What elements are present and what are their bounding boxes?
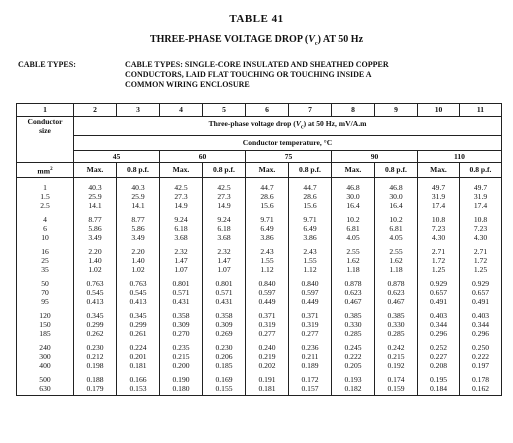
voltage-drop-cell: 0.235 <box>160 338 203 352</box>
table-row <box>17 288 502 297</box>
table-row <box>17 242 502 256</box>
units-label: $mm^2$ <box>17 162 74 178</box>
voltage-drop-cell: 27.3 <box>203 192 246 201</box>
conductor-size-cell: 2.5 <box>17 201 74 210</box>
conductor-size-cell: 35 <box>17 265 74 274</box>
voltage-drop-cell: 0.180 <box>160 384 203 396</box>
voltage-drop-cell: 0.190 <box>160 370 203 384</box>
voltage-drop-cell: 0.431 <box>203 297 246 306</box>
voltage-drop-cell: 25.9 <box>74 192 117 201</box>
conductor-size-cell: 630 <box>17 384 74 396</box>
voltage-drop-cell: 0.545 <box>117 288 160 297</box>
voltage-drop-cell: 2.43 <box>246 242 289 256</box>
table-row <box>17 370 502 384</box>
voltage-drop-cell: 2.32 <box>203 242 246 256</box>
table-row <box>17 306 502 320</box>
voltage-drop-table <box>16 103 502 396</box>
voltage-drop-cell: 0.269 <box>203 329 246 338</box>
voltage-drop-cell: 1.47 <box>160 256 203 265</box>
voltage-drop-cell: 0.403 <box>418 306 460 320</box>
subheader-cell: 0.8 p.f. <box>375 162 418 178</box>
column-number-row <box>17 104 502 117</box>
voltage-drop-cell: 0.159 <box>375 384 418 396</box>
voltage-drop-cell: 0.208 <box>418 361 460 370</box>
voltage-drop-cell: 1.62 <box>375 256 418 265</box>
voltage-drop-cell: 42.5 <box>160 178 203 193</box>
voltage-drop-cell: 0.215 <box>375 352 418 361</box>
voltage-drop-cell: 0.189 <box>289 361 332 370</box>
voltage-drop-cell: 0.179 <box>74 384 117 396</box>
voltage-drop-cell: 0.840 <box>246 274 289 288</box>
voltage-drop-cell: 46.8 <box>332 178 375 193</box>
voltage-drop-cell: 0.878 <box>332 274 375 288</box>
voltage-drop-cell: 0.153 <box>117 384 160 396</box>
voltage-drop-cell: 1.72 <box>460 256 502 265</box>
voltage-drop-cell: 10.8 <box>418 210 460 224</box>
voltage-drop-cell: 15.6 <box>289 201 332 210</box>
voltage-drop-cell: 0.230 <box>203 338 246 352</box>
voltage-drop-cell: 0.929 <box>460 274 502 288</box>
voltage-drop-cell: 7.23 <box>460 224 502 233</box>
voltage-drop-cell: 1.12 <box>246 265 289 274</box>
table-row <box>17 361 502 370</box>
voltage-drop-cell: 14.9 <box>160 201 203 210</box>
voltage-drop-cell: 1.18 <box>332 265 375 274</box>
conductor-size-cell: 50 <box>17 274 74 288</box>
voltage-drop-cell: 0.202 <box>246 361 289 370</box>
voltage-drop-cell: 0.162 <box>460 384 502 396</box>
voltage-drop-cell: 0.413 <box>74 297 117 306</box>
voltage-drop-cell: 0.413 <box>117 297 160 306</box>
subheader-cell: 0.8 p.f. <box>203 162 246 178</box>
voltage-drop-cell: 0.319 <box>246 320 289 329</box>
voltage-drop-cell: 0.285 <box>332 329 375 338</box>
table-row <box>17 384 502 396</box>
voltage-drop-cell: 8.77 <box>117 210 160 224</box>
temperature-value: 110 <box>418 150 502 162</box>
voltage-drop-cell: 0.344 <box>418 320 460 329</box>
subheader-cell: Max. <box>246 162 289 178</box>
conductor-size-cell: 500 <box>17 370 74 384</box>
voltage-drop-cell: 2.55 <box>332 242 375 256</box>
subheader-cell: Max. <box>74 162 117 178</box>
table-row <box>17 329 502 338</box>
table-subtitle: THREE-PHASE VOLTAGE DROP $(V_c)$ AT 50 Hz <box>149 34 364 47</box>
conductor-size-cell: 95 <box>17 297 74 306</box>
table-row <box>17 274 502 288</box>
voltage-drop-cell: 0.309 <box>203 320 246 329</box>
temperature-value: 75 <box>246 150 332 162</box>
voltage-drop-cell: 5.86 <box>74 224 117 233</box>
voltage-drop-cell: 0.296 <box>460 329 502 338</box>
voltage-drop-cell: 27.3 <box>160 192 203 201</box>
table-row <box>17 352 502 361</box>
voltage-drop-cell: 0.181 <box>246 384 289 396</box>
voltage-drop-cell: 25.9 <box>117 192 160 201</box>
cable-types-description <box>125 60 465 90</box>
conductor-size-header <box>17 117 74 163</box>
voltage-drop-cell: 3.68 <box>203 233 246 242</box>
voltage-drop-cell: 0.205 <box>332 361 375 370</box>
voltage-drop-cell: 0.222 <box>332 352 375 361</box>
voltage-drop-cell: 0.277 <box>289 329 332 338</box>
table-row <box>17 297 502 306</box>
subheader-cell: Max. <box>418 162 460 178</box>
voltage-drop-cell: 0.344 <box>460 320 502 329</box>
table-row <box>17 265 502 274</box>
header-title-row <box>17 117 502 136</box>
subheader-cell: Max. <box>332 162 375 178</box>
voltage-drop-cell: 44.7 <box>289 178 332 193</box>
voltage-drop-cell: 0.227 <box>418 352 460 361</box>
voltage-drop-cell: 6.49 <box>289 224 332 233</box>
voltage-drop-cell: 0.206 <box>203 352 246 361</box>
voltage-drop-cell: 0.211 <box>289 352 332 361</box>
voltage-drop-span-header: Three-phase voltage drop $(V_c)$ at 50 Hz, mV/A.m <box>74 117 502 136</box>
voltage-drop-cell: 0.358 <box>160 306 203 320</box>
voltage-drop-cell: 0.155 <box>203 384 246 396</box>
subheader-cell: Max. <box>160 162 203 178</box>
voltage-drop-cell: 17.4 <box>418 201 460 210</box>
voltage-drop-cell: 0.245 <box>332 338 375 352</box>
voltage-drop-cell: 30.0 <box>332 192 375 201</box>
voltage-drop-cell: 0.878 <box>375 274 418 288</box>
table-row <box>17 178 502 193</box>
voltage-drop-cell: 0.299 <box>117 320 160 329</box>
voltage-drop-cell: 1.47 <box>203 256 246 265</box>
voltage-drop-cell: 0.597 <box>289 288 332 297</box>
voltage-drop-cell: 0.262 <box>74 329 117 338</box>
voltage-drop-cell: 16.4 <box>332 201 375 210</box>
cable-types-line: CABLE TYPES: SINGLE-CORE INSULATED AND SHEATHED COPPER <box>125 60 389 69</box>
voltage-drop-cell: 3.49 <box>117 233 160 242</box>
voltage-drop-cell: 14.1 <box>117 201 160 210</box>
voltage-drop-cell: 0.330 <box>332 320 375 329</box>
voltage-drop-cell: 1.55 <box>246 256 289 265</box>
voltage-drop-cell: 0.623 <box>332 288 375 297</box>
voltage-drop-cell: 0.801 <box>160 274 203 288</box>
conductor-size-cell: 240 <box>17 338 74 352</box>
temperature-value: 90 <box>332 150 418 162</box>
voltage-drop-cell: 6.81 <box>375 224 418 233</box>
table-row <box>17 320 502 329</box>
voltage-drop-cell: 2.20 <box>74 242 117 256</box>
column-number-cell: 5 <box>203 104 246 117</box>
column-number-cell: 3 <box>117 104 160 117</box>
voltage-drop-cell: 15.6 <box>246 201 289 210</box>
conductor-size-cell: 150 <box>17 320 74 329</box>
voltage-drop-cell: 0.371 <box>246 306 289 320</box>
voltage-drop-cell: 0.219 <box>246 352 289 361</box>
voltage-drop-cell: 30.0 <box>375 192 418 201</box>
conductor-size-cell: 120 <box>17 306 74 320</box>
voltage-drop-cell: 2.55 <box>375 242 418 256</box>
column-number-cell: 7 <box>289 104 332 117</box>
voltage-drop-cell: 1.18 <box>375 265 418 274</box>
table-row <box>17 201 502 210</box>
cable-types-line: CONDUCTORS, LAID FLAT TOUCHING OR TOUCHING INSIDE A <box>125 70 372 79</box>
conductor-size-label: size <box>39 126 51 135</box>
conductor-size-cell: 70 <box>17 288 74 297</box>
voltage-drop-cell: 0.309 <box>160 320 203 329</box>
voltage-drop-cell: 4.05 <box>375 233 418 242</box>
voltage-drop-cell: 0.174 <box>375 370 418 384</box>
voltage-drop-cell: 5.86 <box>117 224 160 233</box>
voltage-drop-cell: 0.345 <box>117 306 160 320</box>
voltage-drop-cell: 0.195 <box>418 370 460 384</box>
voltage-drop-cell: 1.25 <box>460 265 502 274</box>
conductor-size-cell: 4 <box>17 210 74 224</box>
voltage-drop-cell: 0.191 <box>246 370 289 384</box>
cable-types-label: CABLE TYPES: <box>18 60 76 69</box>
voltage-drop-cell: 8.77 <box>74 210 117 224</box>
column-number-cell: 1 <box>17 104 74 117</box>
table-row <box>17 192 502 201</box>
voltage-drop-cell: 0.545 <box>74 288 117 297</box>
voltage-drop-cell: 1.02 <box>117 265 160 274</box>
voltage-drop-cell: 7.23 <box>418 224 460 233</box>
voltage-drop-cell: 0.319 <box>289 320 332 329</box>
voltage-drop-cell: 4.30 <box>418 233 460 242</box>
voltage-drop-cell: 2.32 <box>160 242 203 256</box>
voltage-drop-cell: 0.449 <box>246 297 289 306</box>
voltage-drop-cell: 3.68 <box>160 233 203 242</box>
voltage-drop-cell: 0.215 <box>160 352 203 361</box>
column-number-cell: 11 <box>460 104 502 117</box>
voltage-drop-cell: 0.222 <box>460 352 502 361</box>
conductor-size-cell: 185 <box>17 329 74 338</box>
voltage-drop-cell: 0.200 <box>160 361 203 370</box>
voltage-drop-cell: 42.5 <box>203 178 246 193</box>
voltage-drop-cell: 0.169 <box>203 370 246 384</box>
voltage-drop-cell: 14.1 <box>74 201 117 210</box>
voltage-drop-cell: 0.230 <box>74 338 117 352</box>
voltage-drop-cell: 1.07 <box>160 265 203 274</box>
voltage-drop-cell: 4.05 <box>332 233 375 242</box>
voltage-drop-cell: 0.242 <box>375 338 418 352</box>
voltage-drop-cell: 3.86 <box>246 233 289 242</box>
voltage-drop-cell: 0.449 <box>289 297 332 306</box>
voltage-drop-cell: 0.801 <box>203 274 246 288</box>
temperature-value: 60 <box>160 150 246 162</box>
voltage-drop-cell: 10.2 <box>375 210 418 224</box>
voltage-drop-cell: 1.72 <box>418 256 460 265</box>
voltage-drop-cell: 0.157 <box>289 384 332 396</box>
conductor-size-cell: 400 <box>17 361 74 370</box>
voltage-drop-cell: 0.571 <box>160 288 203 297</box>
column-number-cell: 8 <box>332 104 375 117</box>
voltage-drop-cell: 0.597 <box>246 288 289 297</box>
voltage-drop-cell: 1.62 <box>332 256 375 265</box>
temperature-values-row <box>17 150 502 162</box>
voltage-drop-cell: 0.261 <box>117 329 160 338</box>
voltage-drop-cell: 0.299 <box>74 320 117 329</box>
voltage-drop-cell: 10.2 <box>332 210 375 224</box>
voltage-drop-cell: 0.185 <box>203 361 246 370</box>
voltage-drop-cell: 0.193 <box>332 370 375 384</box>
voltage-drop-cell: 28.6 <box>289 192 332 201</box>
conductor-size-cell: 1 <box>17 178 74 193</box>
conductor-size-cell: 25 <box>17 256 74 265</box>
voltage-drop-cell: 46.8 <box>375 178 418 193</box>
voltage-drop-cell: 44.7 <box>246 178 289 193</box>
voltage-drop-cell: 2.43 <box>289 242 332 256</box>
table-row <box>17 210 502 224</box>
voltage-drop-cell: 0.252 <box>418 338 460 352</box>
voltage-drop-cell: 0.172 <box>289 370 332 384</box>
voltage-drop-cell: 0.212 <box>74 352 117 361</box>
table-row <box>17 224 502 233</box>
voltage-drop-cell: 0.188 <box>74 370 117 384</box>
voltage-drop-cell: 0.166 <box>117 370 160 384</box>
voltage-drop-cell: 0.198 <box>74 361 117 370</box>
subheader-cell: 0.8 p.f. <box>289 162 332 178</box>
voltage-drop-cell: 0.330 <box>375 320 418 329</box>
voltage-drop-cell: 0.192 <box>375 361 418 370</box>
voltage-drop-cell: 6.18 <box>160 224 203 233</box>
conductor-size-cell: 10 <box>17 233 74 242</box>
voltage-drop-cell: 0.371 <box>289 306 332 320</box>
voltage-drop-cell: 0.657 <box>460 288 502 297</box>
voltage-drop-cell: 0.178 <box>460 370 502 384</box>
voltage-drop-cell: 0.623 <box>375 288 418 297</box>
voltage-drop-cell: 0.385 <box>375 306 418 320</box>
voltage-drop-cell: 0.491 <box>418 297 460 306</box>
voltage-drop-cell: 0.201 <box>117 352 160 361</box>
voltage-drop-cell: 9.71 <box>246 210 289 224</box>
voltage-drop-cell: 6.49 <box>246 224 289 233</box>
voltage-drop-cell: 40.3 <box>74 178 117 193</box>
voltage-drop-cell: 0.236 <box>289 338 332 352</box>
voltage-drop-cell: 0.571 <box>203 288 246 297</box>
subheader-cell: 0.8 p.f. <box>117 162 160 178</box>
voltage-drop-cell: 16.4 <box>375 201 418 210</box>
voltage-drop-cell: 6.18 <box>203 224 246 233</box>
voltage-drop-cell: 28.6 <box>246 192 289 201</box>
subheader-cell: 0.8 p.f. <box>460 162 502 178</box>
temperature-value: 45 <box>74 150 160 162</box>
voltage-drop-cell: 3.49 <box>74 233 117 242</box>
column-number-cell: 6 <box>246 104 289 117</box>
table-row <box>17 233 502 242</box>
voltage-drop-cell: 9.24 <box>160 210 203 224</box>
column-number-cell: 9 <box>375 104 418 117</box>
voltage-drop-cell: 4.30 <box>460 233 502 242</box>
voltage-drop-cell: 0.385 <box>332 306 375 320</box>
voltage-drop-cell: 0.358 <box>203 306 246 320</box>
voltage-drop-cell: 0.285 <box>375 329 418 338</box>
voltage-drop-cell: 0.296 <box>418 329 460 338</box>
voltage-drop-cell: 1.40 <box>117 256 160 265</box>
voltage-drop-cell: 2.20 <box>117 242 160 256</box>
voltage-drop-cell: 0.345 <box>74 306 117 320</box>
voltage-drop-cell: 1.55 <box>289 256 332 265</box>
voltage-drop-cell: 0.403 <box>460 306 502 320</box>
voltage-drop-cell: 0.763 <box>74 274 117 288</box>
voltage-drop-cell: 9.71 <box>289 210 332 224</box>
voltage-drop-cell: 1.25 <box>418 265 460 274</box>
voltage-drop-cell: 0.181 <box>117 361 160 370</box>
voltage-drop-cell: 0.224 <box>117 338 160 352</box>
voltage-drop-cell: 10.8 <box>460 210 502 224</box>
voltage-drop-cell: 0.763 <box>117 274 160 288</box>
table-row <box>17 256 502 265</box>
table-row <box>17 338 502 352</box>
temperature-header-row <box>17 135 502 150</box>
voltage-drop-cell: 31.9 <box>418 192 460 201</box>
voltage-drop-cell: 0.240 <box>246 338 289 352</box>
voltage-drop-cell: 6.81 <box>332 224 375 233</box>
cable-types-line: COMMON WIRING ENCLOSURE <box>125 80 250 89</box>
voltage-drop-cell: 9.24 <box>203 210 246 224</box>
conductor-size-cell: 300 <box>17 352 74 361</box>
voltage-drop-cell: 1.40 <box>74 256 117 265</box>
voltage-drop-cell: 2.71 <box>418 242 460 256</box>
voltage-drop-cell: 0.182 <box>332 384 375 396</box>
voltage-drop-cell: 0.250 <box>460 338 502 352</box>
voltage-drop-cell: 0.657 <box>418 288 460 297</box>
voltage-drop-cell: 0.431 <box>160 297 203 306</box>
voltage-drop-cell: 0.184 <box>418 384 460 396</box>
voltage-drop-cell: 49.7 <box>460 178 502 193</box>
voltage-drop-cell: 0.929 <box>418 274 460 288</box>
voltage-drop-cell: 14.9 <box>203 201 246 210</box>
voltage-drop-cell: 0.467 <box>375 297 418 306</box>
voltage-drop-cell: 0.277 <box>246 329 289 338</box>
voltage-drop-cell: 49.7 <box>418 178 460 193</box>
conductor-size-label: Conductor <box>27 117 63 126</box>
conductor-size-cell: 1.5 <box>17 192 74 201</box>
conductor-temperature-header: Conductor temperature, °C <box>74 135 502 150</box>
subheader-row <box>17 162 502 178</box>
column-number-cell: 4 <box>160 104 203 117</box>
voltage-drop-cell: 17.4 <box>460 201 502 210</box>
voltage-drop-cell: 0.197 <box>460 361 502 370</box>
voltage-drop-cell: 40.3 <box>117 178 160 193</box>
column-number-cell: 10 <box>418 104 460 117</box>
column-number-cell: 2 <box>74 104 117 117</box>
voltage-drop-cell: 1.02 <box>74 265 117 274</box>
voltage-drop-cell: 31.9 <box>460 192 502 201</box>
voltage-drop-cell: 1.07 <box>203 265 246 274</box>
voltage-drop-cell: 0.491 <box>460 297 502 306</box>
voltage-drop-cell: 0.270 <box>160 329 203 338</box>
voltage-drop-cell: 0.467 <box>332 297 375 306</box>
voltage-drop-cell: 0.840 <box>289 274 332 288</box>
voltage-drop-cell: 3.86 <box>289 233 332 242</box>
conductor-size-cell: 16 <box>17 242 74 256</box>
voltage-drop-cell: 2.71 <box>460 242 502 256</box>
conductor-size-cell: 6 <box>17 224 74 233</box>
table-title: TABLE 41 <box>229 13 284 25</box>
voltage-drop-cell: 1.12 <box>289 265 332 274</box>
